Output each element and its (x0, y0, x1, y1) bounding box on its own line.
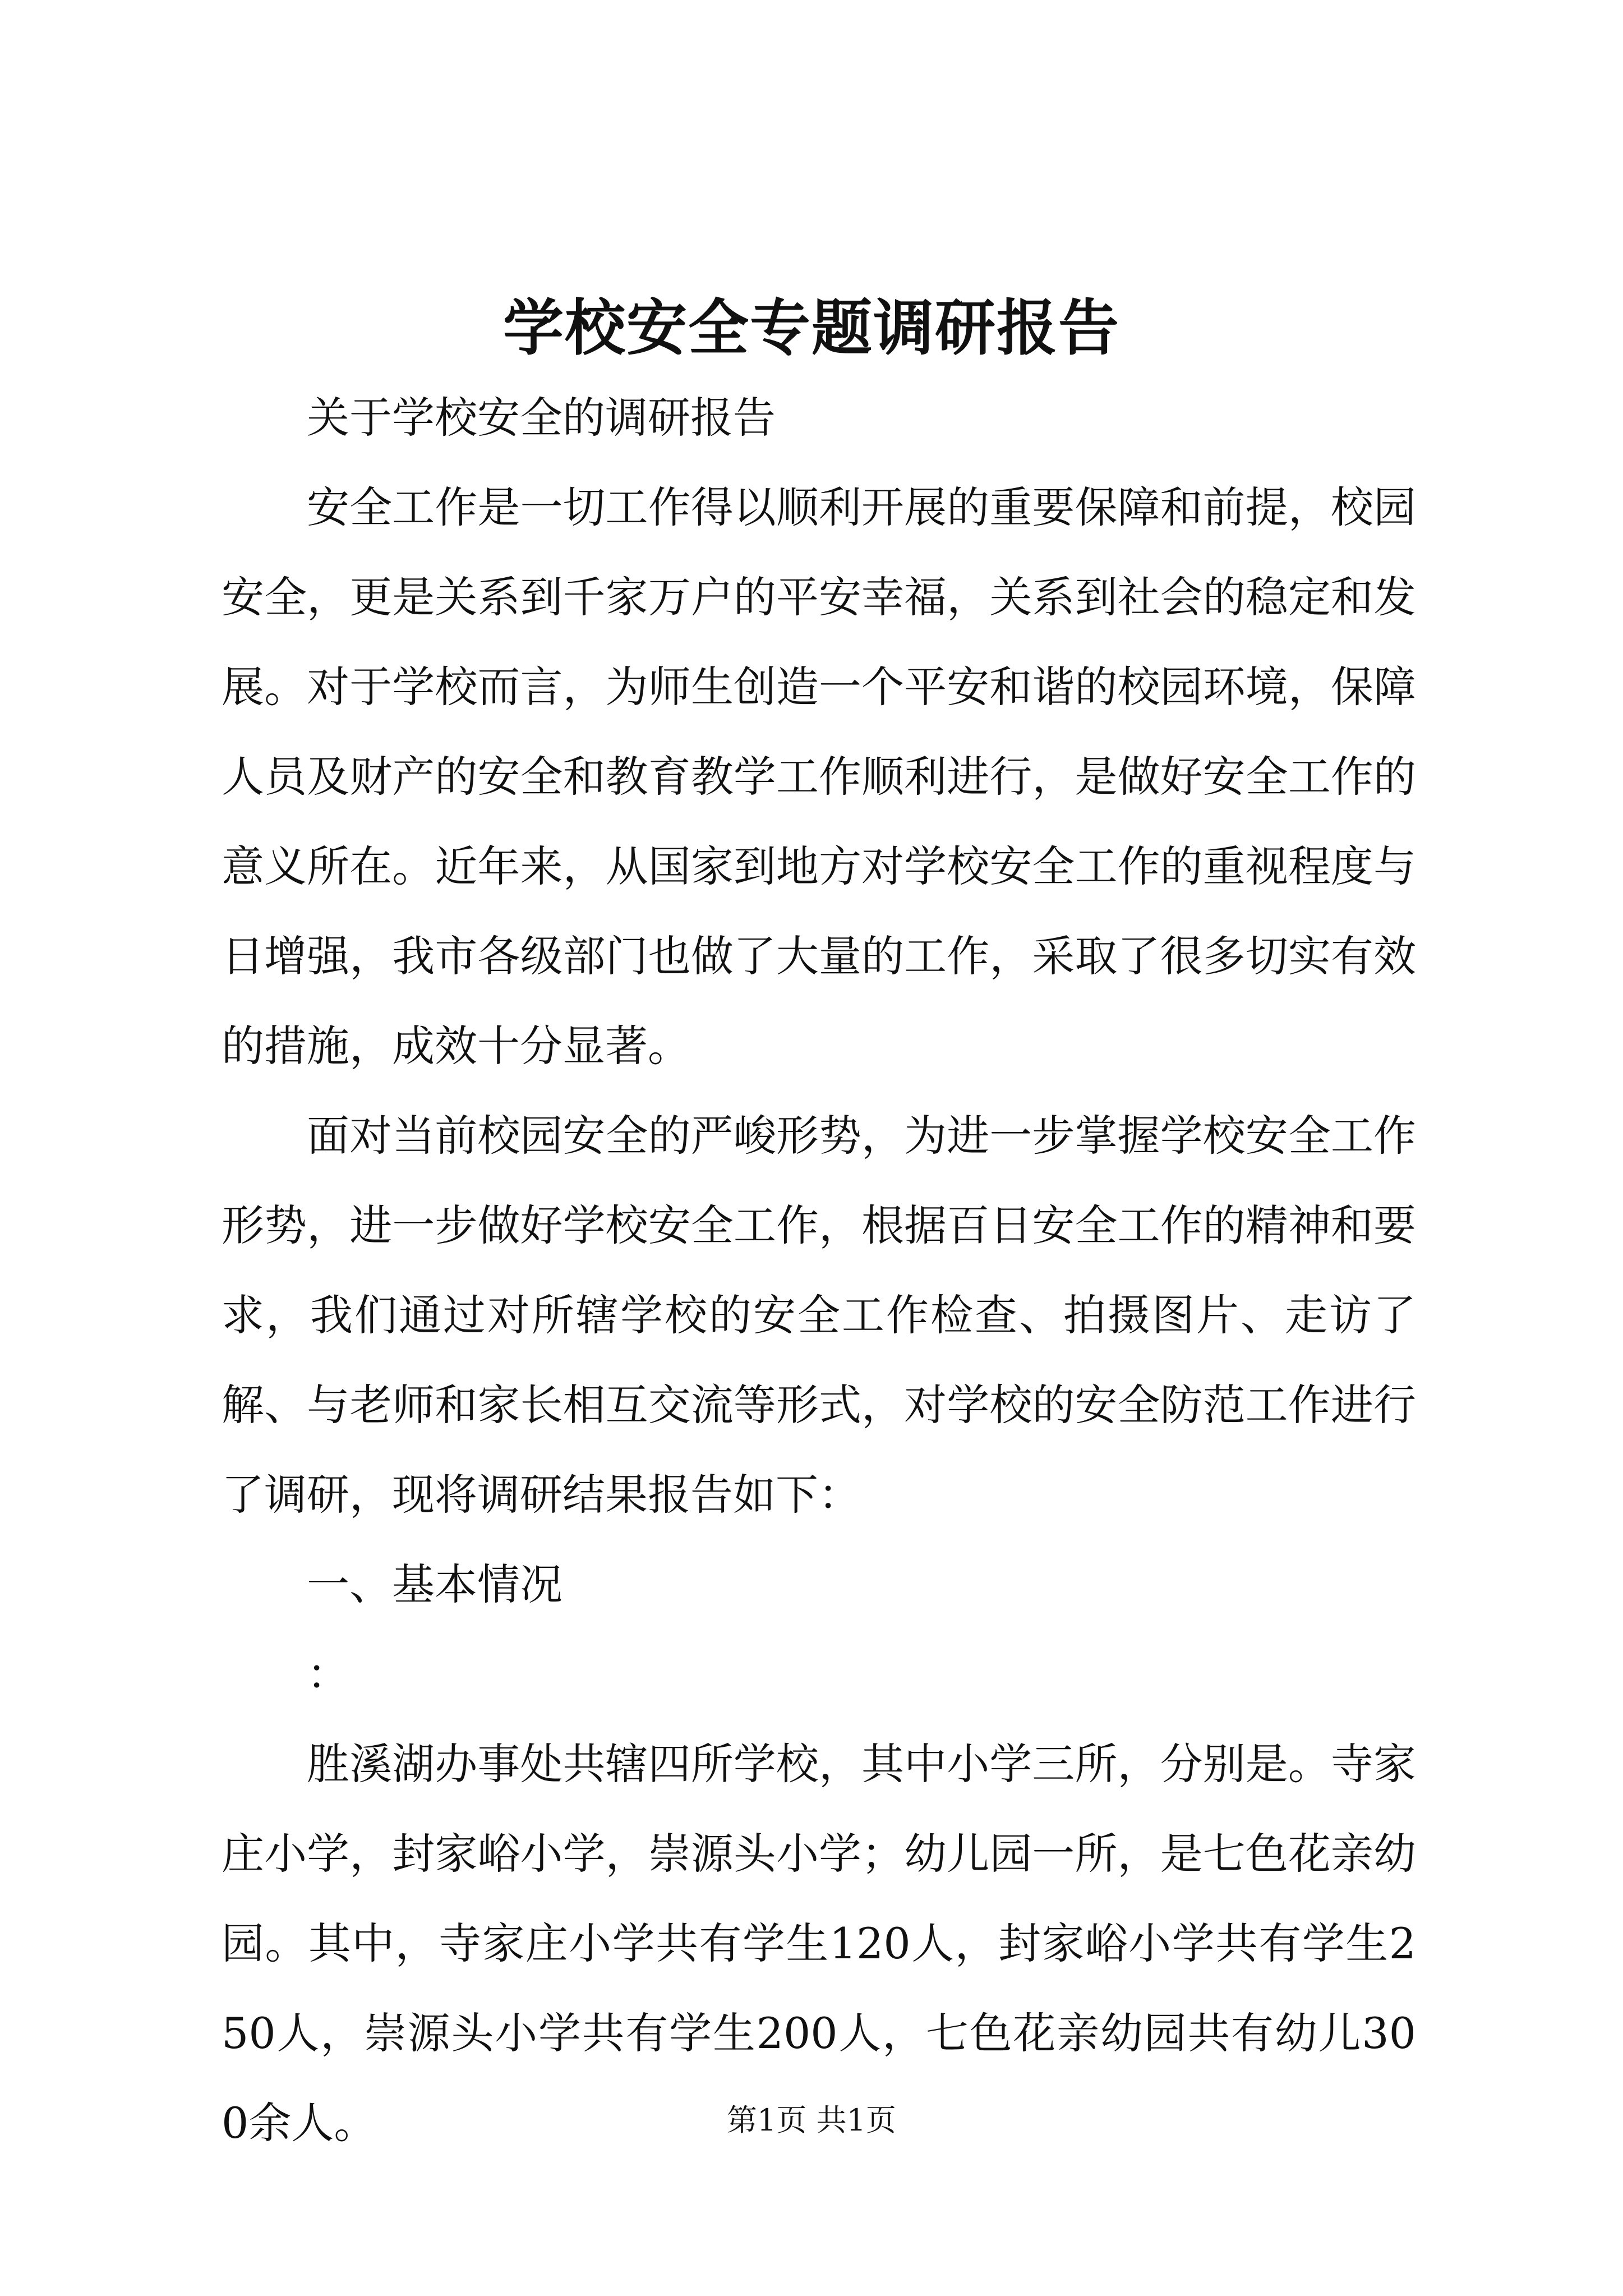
body-paragraph: 胜溪湖办事处共辖四所学校，其中小学三所，分别是。寺家庄小学，封家峪小学，崇源头小学；幼儿园一所，是七色花亲幼园。其中，寺家庄小学共有学生120人，封家峪小学共有学生250人，崇源头小学共有学生200人，七色花亲幼园共有幼儿300余人。 (222, 1739, 1416, 2148)
section-heading: 一、基本情况 (307, 1559, 562, 1609)
body-paragraph: 面对当前校园安全的严峻形势，为进一步掌握学校安全工作形势，进一步做好学校安全工作，根据百日安全工作的精神和要求，我们通过对所辖学校的安全工作检查、拍摄图片、走访了解、与老师和家长相互交流等形式，对学校的安全防范工作进行了调研，现将调研结果报告如下： (222, 1111, 1416, 1520)
document-body (222, 373, 1416, 2168)
body-paragraph: ： (307, 1649, 349, 1699)
page-footer: 第1页 共1页 (727, 2102, 896, 2138)
subtitle-paragraph: 关于学校安全的调研报告 (307, 393, 776, 443)
document-title: 学校安全专题调研报告 (502, 293, 1120, 364)
body-paragraph: 安全工作是一切工作得以顺利开展的重要保障和前提，校园安全，更是关系到千家万户的平安幸福，关系到社会的稳定和发展。对于学校而言，为师生创造一个平安和谐的校园环境，保障人员及财产的安全和教育教学工作顺利进行，是做好安全工作的意义所在。近年来，从国家到地方对学校安全工作的重视程度与日增强，我市各级部门也做了大量的工作，采取了很多切实有效的措施，成效十分显著。 (222, 482, 1416, 1071)
